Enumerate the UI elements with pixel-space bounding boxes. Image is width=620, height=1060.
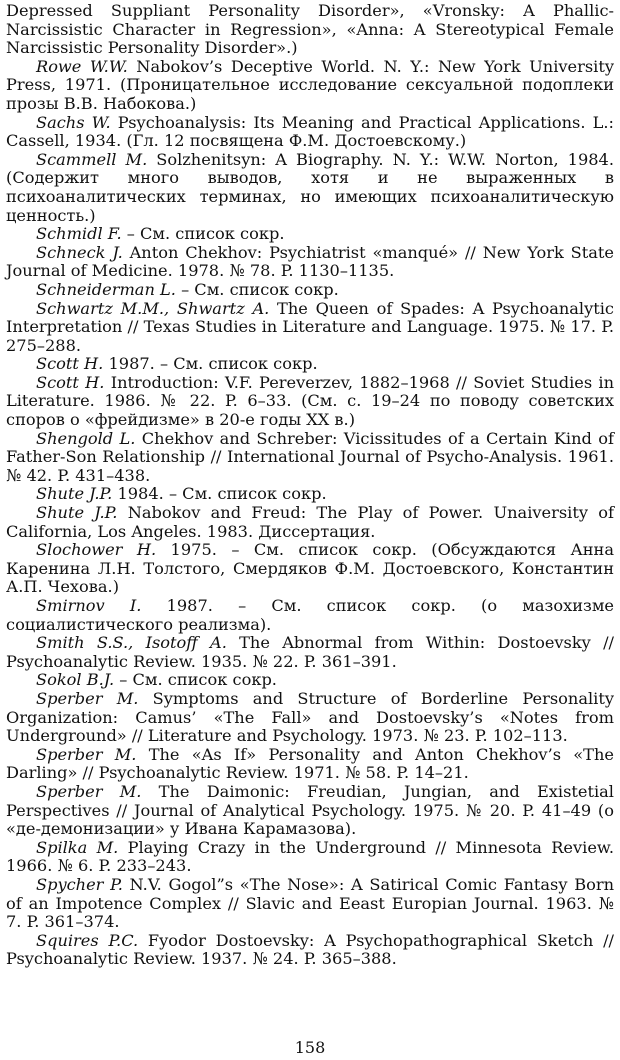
bibliography-entry: [6, 58, 614, 114]
bibliography-entry: [6, 504, 614, 541]
entry-author: Shute J.P.: [36, 503, 118, 523]
entry-author: Scott H.: [36, 354, 104, 374]
bibliography-entry: [6, 541, 614, 597]
bibliography-entry: [6, 151, 614, 225]
entry-text: 1984. – См. список сокр.: [112, 484, 327, 504]
entry-text: Fyodor Dostoevsky: A Psychopathographical Sketch // Psychoanalytic Review. 1937. № 24. P. 365–388.: [6, 930, 614, 969]
entry-text: Psychoanalysis: Its Meaning and Practical Applications. L.: Cassell, 1934. (Гл. 12 посвящена Ф.М. Достоевскому.): [6, 112, 614, 151]
bibliography-entry: [6, 355, 614, 374]
bibliography-entry: [6, 114, 614, 151]
bibliography-entry: [6, 485, 614, 504]
entry-text: Depressed Suppliant Personality Disorder», «Vronsky: A Phallic-Narcissistic Character in Regression», «Anna: A Stereotypical Female Narcissistic Personality Disorder».): [6, 1, 614, 58]
entry-author: Smirnov I.: [36, 596, 142, 615]
entry-text: Symptoms and Structure of Borderline Personality Organization: Camus’ «The Fall» and Dostoevsky’s «Notes from Underground» // Literature and Psychology. 1973. № 23. P. 102–113.: [6, 688, 614, 746]
entry-author: Schneiderman L.: [36, 279, 176, 299]
entry-text: N.V. Gogol”s «The Nose»: A Satirical Comic Fantasy Born of an Impotence Complex // Slavic and Eeast Europian Journal. 1963. № 7. P. 361–374.: [6, 874, 614, 932]
entry-author: Rowe W.W.: [36, 56, 128, 76]
bibliography-entry: [6, 300, 614, 356]
entry-author: Spilka M.: [36, 837, 119, 857]
entry-text: The «As If» Personality and Anton Chekhov’s «The Darling» // Psychoanalytic Review. 1971. № 58. P. 14–21.: [6, 744, 614, 783]
entry-text: 1975. – См. список сокр. (Обсуждаются Анна Каренина Л.Н. Толстого, Смердяков Ф.М. Достоевского, Константин А.П. Чехова.): [6, 540, 614, 597]
entry-author: Schneck J.: [36, 242, 123, 262]
bibliography-entry: [6, 2, 614, 58]
entry-text: – См. список сокр.: [121, 224, 285, 244]
bibliography-entry: [6, 746, 614, 783]
entry-text: Introduction: V.F. Pereverzev, 1882–1968 // Soviet Studies in Literature. 1986. № 22. P. 6–33. (См. с. 19–24 по поводу советских споров о «фрейдизме» в 20-е годы XX в.): [6, 372, 614, 430]
entry-text: The Daimonic: Freudian, Jungian, and Existetial Perspectives // Journal of Analytical Psychology. 1975. № 20. P. 41–49 (о «де-демонизации» у Ивана Карамазова).: [6, 781, 614, 839]
entry-author: Sachs W.: [36, 112, 111, 132]
entry-text: Chekhov and Schreber: Vicissitudes of a Certain Kind of Father-Son Relationship // International Journal of Psycho-Analysis. 1961. № 42. P. 431–438.: [6, 428, 614, 485]
entry-author: Squires P.C.: [36, 930, 139, 950]
entry-author: Smith S.S., Isotoff A.: [36, 633, 227, 653]
bibliography-entry: [6, 932, 614, 969]
entry-author: Shengold L.: [36, 428, 136, 448]
entry-text: Nabokov and Freud: The Play of Power. Unaiversity of California, Los Angeles. 1983. Диссертация.: [6, 503, 614, 541]
bibliography-entry: [6, 374, 614, 430]
entry-text: Anton Chekhov: Psychiatrist «manqué» // New York State Journal of Medicine. 1978. № 78. P. 1130–1135.: [6, 242, 614, 281]
entry-text: The Abnormal from Within: Dostoevsky // Psychoanalytic Review. 1935. № 22. P. 361–391.: [6, 633, 614, 671]
entry-text: Playing Crazy in the Underground // Minnesota Review. 1966. № 6. P. 233–243.: [6, 837, 614, 876]
bibliography-entry: [6, 671, 614, 690]
bibliography-entry: [6, 225, 614, 244]
bibliography-entry: [6, 839, 614, 876]
entry-author: Sperber M.: [36, 744, 137, 764]
entry-author: Spycher P.: [36, 874, 123, 894]
entry-author: Schmidl F.: [36, 224, 122, 244]
page-number: 158: [294, 1038, 326, 1057]
entry-text: 1987. – См. список сокр. (о мазохизме социалистического реализма).: [6, 596, 614, 634]
entry-author: Sokol B.J.: [36, 670, 115, 690]
entry-text: Nabokov’s Deceptive World. N. Y.: New York University Press, 1971. (Проницательное исследование сексуальной подоплеки прозы В.В. Набокова.): [6, 56, 615, 113]
bibliography-entry: [6, 690, 614, 746]
bibliography-entry: [6, 876, 614, 932]
entry-author: Sperber M.: [36, 688, 139, 708]
bibliography-entry: [6, 597, 614, 634]
entry-text: – См. список сокр.: [175, 279, 339, 299]
entry-author: Sperber M.: [36, 781, 142, 801]
entry-text: – См. список сокр.: [114, 670, 277, 690]
entry-text: The Queen of Spades: A Psychoanalytic Interpretation // Texas Studies in Literature and Language. 1975. № 17. P. 275–288.: [6, 298, 614, 355]
bibliography-entry: [6, 783, 614, 839]
entry-author: Slochower H.: [36, 540, 157, 560]
entry-author: Schwartz M.M., Shwartz A.: [36, 298, 270, 318]
bibliography-entry: [6, 430, 614, 486]
entry-author: Shute J.P.: [36, 484, 113, 504]
bibliography-list: [6, 2, 614, 969]
entry-text: 1987. – См. список сокр.: [103, 354, 318, 374]
entry-author: Scammell M.: [36, 149, 148, 169]
bibliography-entry: [6, 281, 614, 300]
entry-author: Scott H.: [36, 372, 105, 392]
bibliography-entry: [6, 244, 614, 281]
entry-text: Solzhenitsyn: A Biography. N. Y.: W.W. Norton, 1984. (Содержит много выводов, хотя и не выраженных в психоаналитических терминах, но имеющих психоаналитическую ценность.): [6, 149, 614, 225]
bibliography-entry: [6, 634, 614, 671]
